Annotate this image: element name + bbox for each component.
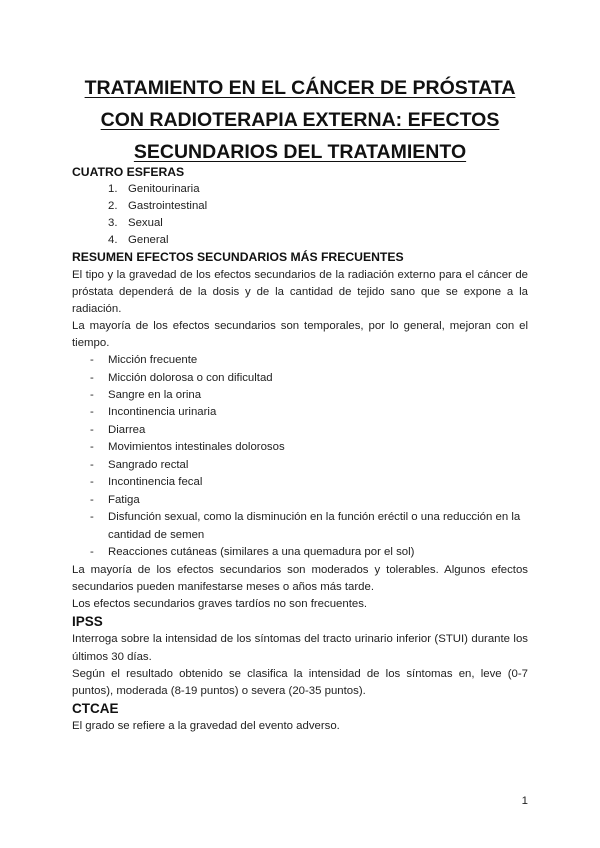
list-item-text: Incontinencia urinaria (108, 406, 217, 419)
list-item-text: General (128, 234, 169, 247)
list-item (90, 439, 528, 456)
list-item-text: Diarrea (108, 423, 146, 436)
paragraph: El grado se refiere a la gravedad del evento adverso. (72, 720, 340, 733)
dash-bullet: - (90, 371, 94, 384)
dash-bullet: - (90, 423, 94, 436)
list-number: 4. (108, 234, 118, 247)
title-line-3: SECUNDARIOS DEL TRATAMIENTO (133, 141, 467, 163)
dash-bullet: - (90, 441, 94, 454)
dash-bullet: - (90, 458, 94, 471)
heading-cuatro-esferas: CUATRO ESFERAS (72, 165, 185, 179)
dash-bullet: - (90, 511, 94, 524)
paragraph: Según el resultado obtenido se clasifica la intensidad de los síntomas en, leve (0-7 puntos), moderada (8-19 puntos) o severa (20-35 puntos). (72, 667, 528, 697)
list-item (90, 457, 528, 474)
list-item (108, 181, 528, 198)
heading-ipss: IPSS (72, 613, 103, 629)
list-item-text: Sangrado rectal (108, 458, 189, 471)
page-number: 1 (521, 795, 528, 807)
dash-bullet: - (90, 389, 94, 401)
list-item (90, 474, 528, 491)
paragraph: Interroga sobre la intensidad de los síntomas del tracto urinario inferior (STUI) durante los últimos 30 días. (72, 633, 528, 663)
list-item-text: Micción dolorosa o con dificultad (108, 371, 273, 384)
list-item (90, 370, 528, 387)
list-item (90, 509, 528, 544)
list-item (90, 492, 528, 509)
document-title (60, 72, 540, 168)
esferas-list (72, 181, 528, 249)
list-item (90, 404, 528, 421)
list-item (90, 352, 528, 369)
list-item-text: Sangre en la orina (108, 389, 202, 401)
list-number: 1. (108, 183, 118, 196)
list-item-text: Reacciones cutáneas (similares a una quemadura por el sol) (108, 546, 415, 559)
dash-bullet: - (90, 354, 94, 367)
title-line-1: TRATAMIENTO EN EL CÁNCER DE PRÓSTATA (84, 77, 516, 99)
list-item (90, 387, 528, 404)
list-number: 2. (108, 200, 118, 213)
list-item-text: Micción frecuente (108, 354, 198, 367)
dash-bullet: - (90, 493, 94, 506)
paragraph: Los efectos secundarios graves tardíos no son frecuentes. (72, 597, 368, 610)
list-item (108, 232, 528, 249)
paragraph: La mayoría de los efectos secundarios son moderados y tolerables. Algunos efectos secundarios pueden manifestarse meses o años más tarde. (72, 563, 528, 593)
list-item (90, 544, 528, 561)
heading-resumen-efectos: RESUMEN EFECTOS SECUNDARIOS MÁS FRECUENTES (72, 250, 404, 265)
list-item (108, 215, 528, 232)
list-item (90, 422, 528, 439)
list-number: 3. (108, 217, 118, 230)
list-item-text: Genitourinaria (128, 183, 200, 196)
list-item-text: Fatiga (108, 493, 140, 506)
list-item-text: Disfunción sexual, como la disminución en la función eréctil o una reducción en la cantidad de semen (108, 511, 521, 541)
document-body (72, 164, 528, 735)
title-line-2: CON RADIOTERAPIA EXTERNA: EFECTOS (100, 109, 500, 131)
dash-bullet: - (90, 406, 94, 419)
paragraph: El tipo y la gravedad de los efectos secundarios de la radiación externo para el cáncer de próstata dependerá de la dosis y de la cantidad de tejido sano que se expone a la radiación. (72, 268, 528, 315)
paragraph: La mayoría de los efectos secundarios son temporales, por lo general, mejoran con el tiempo. (72, 319, 528, 349)
dash-bullet: - (90, 476, 94, 489)
list-item (108, 198, 528, 215)
list-item-text: Sexual (128, 217, 163, 230)
heading-ctcae: CTCAE (72, 700, 119, 716)
list-item-text: Incontinencia fecal (108, 476, 203, 489)
efectos-list (72, 352, 528, 561)
list-item-text: Movimientos intestinales dolorosos (108, 441, 285, 454)
dash-bullet: - (90, 546, 94, 559)
list-item-text: Gastrointestinal (128, 200, 208, 213)
